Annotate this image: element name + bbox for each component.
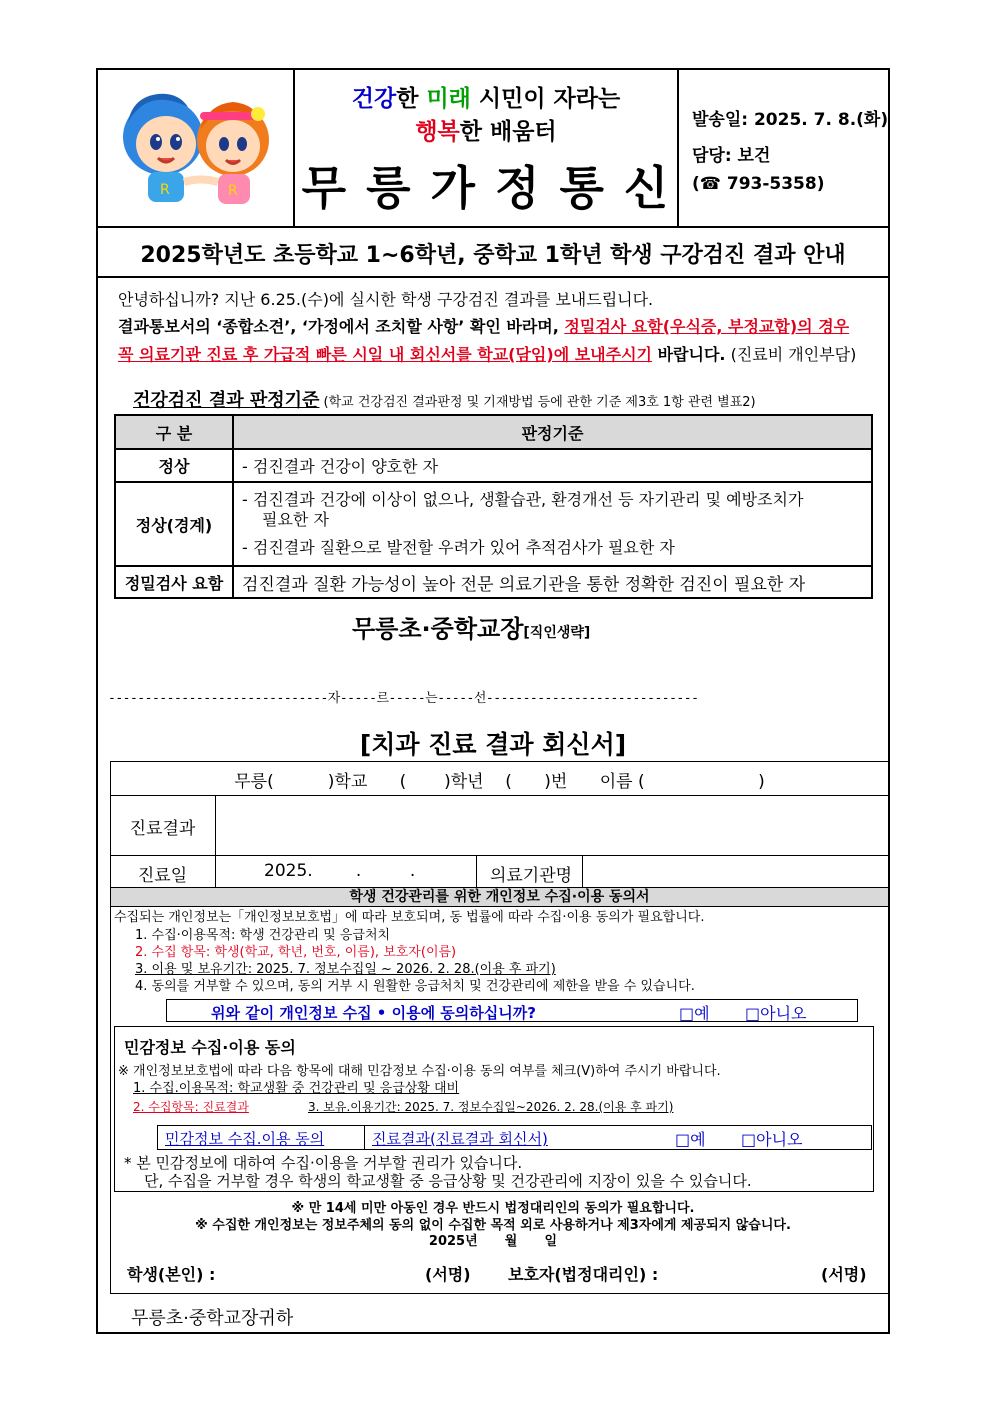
slogan-line-1: [296, 80, 676, 113]
consent-item-2: 2. 수집 항목: 학생(학교, 학년, 번호, 이름), 보호자(이름): [135, 945, 457, 960]
criteria-title: 건강검진 결과 판정기준: [133, 390, 320, 411]
consent-yes-checkbox[interactable]: □예: [679, 1004, 710, 1023]
consent-header: 학생 건강관리를 위한 개인정보 수집·이용 동의서: [111, 888, 888, 907]
sensitive-yes-checkbox[interactable]: □예: [675, 1130, 706, 1149]
instruction-line-3: [118, 342, 856, 365]
instruction-text: 결과통보서의 ‘종합소견’, ‘가정에서 조치할 사항’ 확인 바라며,: [118, 317, 565, 336]
consent-item-4: 4. 동의를 거부할 수 있으며, 동의 거부 시 원활한 응급처치 및 건강관리에 제한을 받을 수 있습니다.: [135, 979, 695, 994]
addressee: 무릉초·중학교장귀하: [131, 1308, 294, 1329]
slogan-text: 한 배움터: [459, 119, 557, 145]
slogan-word-health: 건강: [351, 86, 397, 112]
sensitive-box-label: 민감정보 수집.이용 동의: [165, 1130, 325, 1148]
criteria-note: (학교 건강검진 결과판정 및 기재방법 등에 관한 기준 제3호 1항 관련 별표2): [319, 395, 756, 410]
school-mascot-logo: [108, 82, 284, 212]
row-value-normal: - 검진결과 건강이 양호한 자: [233, 449, 872, 482]
slogan-text: 한: [396, 86, 427, 112]
sensitive-intro: ※ 개인정보보호법에 따라 다음 항목에 대해 민감정보 수집·이용 동의 여부를 체크(V)하여 주시기 바랍니다.: [118, 1064, 721, 1079]
borderline-item-2: - 검진결과 질환으로 발전할 우려가 있어 추적검사가 필요한 자: [242, 538, 675, 557]
consent-question: 위와 같이 개인정보 수집 • 이용에 동의하십니까?: [211, 1004, 536, 1022]
form-divider: [476, 855, 477, 887]
borderline-item-1-cont: 필요한 자: [262, 510, 329, 529]
instruction-highlight: 정밀검사 요함(우식증, 부정교합)의 경우: [564, 317, 850, 336]
table-header-category: 구 분: [115, 415, 233, 449]
table-row: [115, 449, 872, 482]
table-row: [115, 566, 872, 598]
sensitive-title: 민감정보 수집·이용 동의: [124, 1038, 296, 1057]
row-value-detailed: 검진결과 질환 가능성이 높아 전문 의료기관을 통한 정확한 검진이 필요한 자: [233, 566, 872, 598]
hospital-label: 의료기관명: [489, 866, 573, 886]
header-divider-left: [293, 68, 295, 227]
table-row: [115, 482, 872, 566]
svg-text:R: R: [228, 183, 238, 199]
sensitive-item-3: 3. 보유.이용기간: 2025. 7. 정보수집일~2026. 2. 28.(이용 후 파기): [308, 1100, 674, 1114]
row-value-borderline: [233, 482, 872, 566]
heading-bottom-rule: [96, 276, 890, 278]
header-bottom-rule: [96, 226, 890, 228]
criteria-table: [114, 414, 873, 599]
cost-note: (진료비 개인부담): [725, 345, 857, 364]
slogan-word-happy: 행복: [415, 119, 460, 145]
instruction-line-2: [118, 314, 849, 337]
intro-text: 안녕하십니까? 지난 6.25.(수)에 실시한 학생 구강검진 결과를 보내드립니다.: [118, 290, 654, 309]
borderline-item-1: - 검진결과 건강에 이상이 없으나, 생활습관, 환경개선 등 자기관리 및 예방조치가: [242, 490, 804, 509]
refusal-consequence-note: 단, 수집을 거부할 경우 학생의 학교생활 중 응급상황 및 건강관리에 지장이 있을 수 있습니다.: [144, 1172, 752, 1190]
consent-intro: 수집되는 개인정보는「개인정보보호법」에 따라 보호되며, 동 법률에 따라 수집·이용 동의가 필요합니다.: [114, 910, 705, 925]
guardian-signature-field[interactable]: (서명): [821, 1265, 867, 1284]
criteria-table-header: [115, 415, 872, 449]
under-14-note: ※ 만 14세 미만 아동인 경우 반드시 법정대리인의 동의가 필요합니다.: [291, 1201, 695, 1216]
notice-heading: 2025학년도 초등학교 1~6학년, 중학교 1학년 학생 구강검진 결과 안내: [140, 243, 846, 268]
consent-no-checkbox[interactable]: □아니오: [745, 1004, 807, 1023]
reply-form-title: [치과 진료 결과 회신서]: [359, 730, 627, 759]
slogan-line-2: [296, 113, 676, 146]
issue-date: 발송일: 2025. 7. 8.(화): [692, 110, 889, 130]
date-label: 진료일: [137, 866, 188, 886]
guardian-signature-label: 보호자(법정대리인) :: [508, 1265, 659, 1284]
principal-line: [352, 609, 590, 644]
form-rule: [110, 795, 889, 796]
row-key-borderline: 정상(경계): [115, 482, 233, 566]
sensitive-no-checkbox[interactable]: □아니오: [741, 1130, 803, 1149]
table-header-criteria: 판정기준: [233, 415, 872, 449]
student-signature-label: 학생(본인) :: [127, 1265, 216, 1284]
form-divider: [582, 855, 583, 887]
cut-line: ------------------------------자-----르-----는-----선-----------------------------: [108, 691, 699, 706]
student-signature-field[interactable]: (서명): [425, 1265, 471, 1284]
hospital-field[interactable]: [584, 857, 886, 885]
slogan-word-future: 미래: [426, 86, 471, 112]
header-divider-right: [677, 68, 679, 227]
slogan-text: 시민이 자라는: [470, 86, 621, 112]
newsletter-title: 무 릉 가 정 통 신: [301, 161, 671, 215]
result-label: 진료결과: [129, 819, 196, 839]
sign-date: 2025년 월 일: [428, 1234, 558, 1249]
svg-text:R: R: [160, 182, 170, 198]
right-to-refuse-note: * 본 민감정보에 대하여 수집·이용을 거부할 권리가 있습니다.: [124, 1154, 523, 1172]
third-party-note: ※ 수집한 개인정보는 정보주체의 동의 없이 수집한 목적 외로 사용하거나 제3자에게 제공되지 않습니다.: [195, 1218, 791, 1233]
principal-name: 무릉초·중학교장: [352, 615, 524, 643]
criteria-title-line: [133, 386, 756, 412]
student-info-line: 무릉( )학교 ( )학년 ( )번 이름 ( ): [234, 772, 765, 792]
sensitive-box-divider: [364, 1125, 365, 1150]
row-key-normal: 정상: [115, 449, 233, 482]
form-rule: [110, 855, 889, 856]
instruction-text: 바랍니다.: [652, 345, 726, 364]
seal-omitted-note: [직인생략]: [523, 625, 591, 641]
sensitive-item-2: 2. 수집항목: 진료결과: [133, 1100, 249, 1114]
sensitive-box-item: 진료결과(진료결과 회신서): [372, 1130, 548, 1148]
instruction-highlight: 꼭 의료기관 진료 후 가급적 빠른 시일 내 회신서를 학교(담임)에 보내주시기: [118, 345, 653, 364]
sensitive-item-1: 1. 수집.이용목적: 학교생활 중 건강관리 및 응급상황 대비: [133, 1081, 460, 1096]
date-field[interactable]: 2025. . .: [264, 861, 416, 881]
consent-item-1: 1. 수집·이용목적: 학생 건강관리 및 응급처치: [135, 928, 391, 943]
consent-item-3: 3. 이용 및 보유기간: 2025. 7. 정보수집일 ~ 2026. 2. 28.(이용 후 파기): [135, 962, 556, 977]
department: 담당: 보건: [692, 146, 771, 166]
row-key-detailed: 정밀검사 요함: [115, 566, 233, 598]
phone-number: (☎ 793-5358): [692, 174, 825, 194]
result-field[interactable]: [216, 797, 886, 853]
